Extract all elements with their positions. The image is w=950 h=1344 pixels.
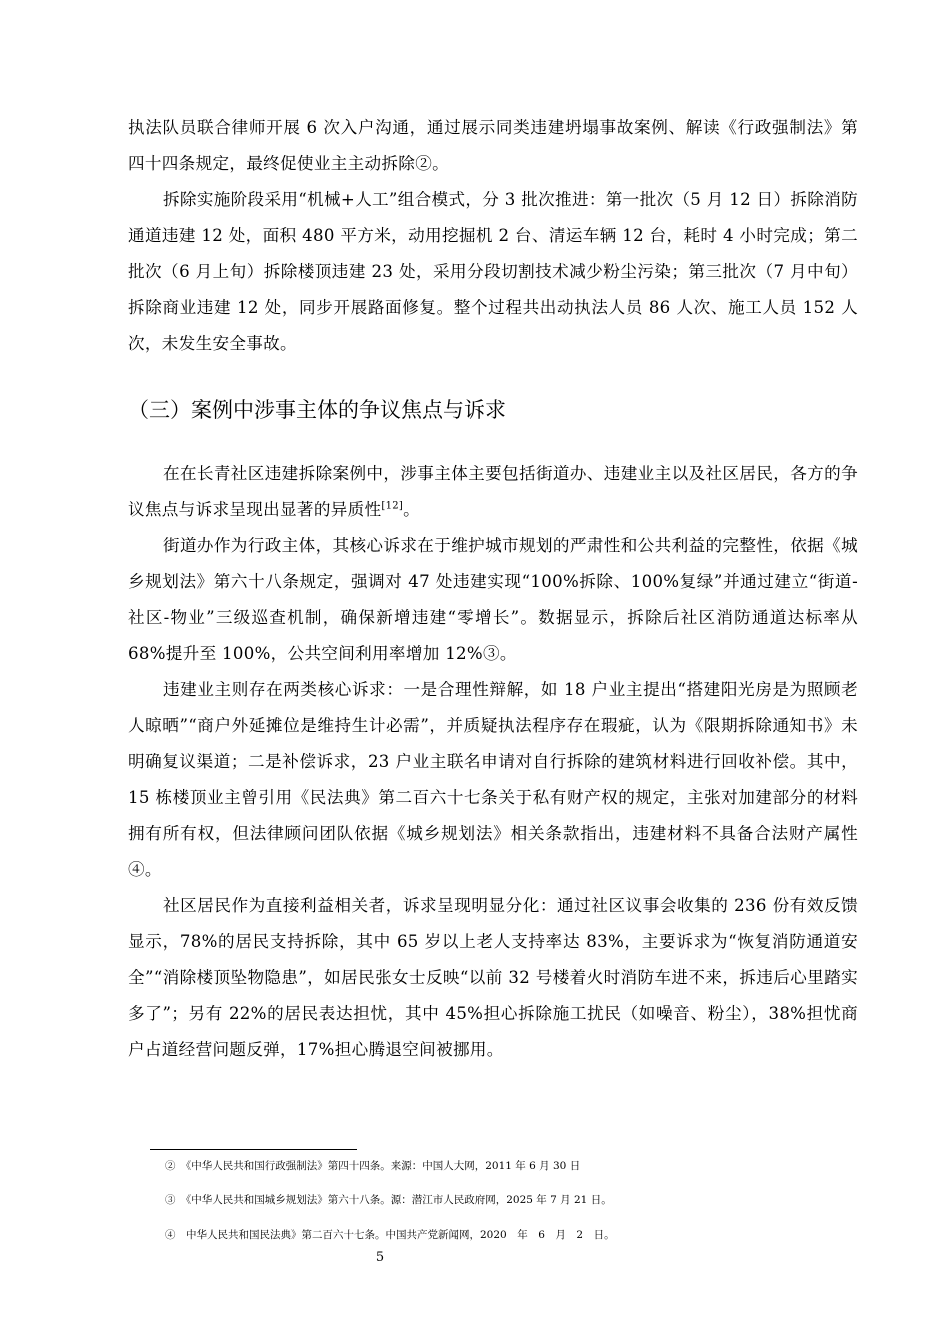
paragraph-intro-text: 在在长青社区违建拆除案例中，涉事主体主要包括街道办、违建业主以及社区居民，各方的争议焦点与诉求呈现出显著的异质性: [128, 464, 858, 519]
paragraph-street-office: 街道办作为行政主体，其核心诉求在于维护城市规划的严肃性和公共利益的完整性，依据《城乡规划法》第六十八条规定，强调对 47 处违建实现“100%拆除、100%复绿”并通过建立“街道-社区-物业”三级巡查机制，确保新增违建“零增长”。数据显示，拆除后社区消防通道达标率从 68%提升至 100%，公共空间利用率增加 12%③。: [128, 536, 858, 663]
section-heading: （三）案例中涉事主体的争议焦点与诉求: [128, 398, 506, 422]
footnote-2: ② 《中华人民共和国行政强制法》第四十四条。来源：中国人大网，2011 年 6 月 30 日: [165, 1160, 581, 1172]
paragraph-residents: 社区居民作为直接利益相关者，诉求呈现明显分化：通过社区议事会收集的 236 份有效反馈显示，78%的居民支持拆除，其中 65 岁以上老人支持率达 83%，主要诉求为“恢复消防通道安全”“消除楼顶坠物隐患”，如居民张女士反映“以前 32 号楼着火时消防车进不来，拆违后心里踏实多了”；另有 22%的居民表达担忧，其中 45%担心拆除施工扰民（如噪音、粉尘），38%担忧商户占道经营问题反弹，17%担心腾退空间被挪用。: [128, 896, 858, 1059]
paragraph-outreach: 执法队员联合律师开展 6 次入户沟通，通过展示同类违建坍塌事故案例、解读《行政强制法》第四十四条规定，最终促使业主主动拆除②。: [128, 118, 858, 173]
paragraph-intro-end: 。: [403, 500, 421, 519]
footnote-4: ④ 中华人民共和国民法典》第二百六十七条。中国共产党新闻网，2020 年 6 月 2 日。: [165, 1229, 615, 1241]
paragraph-demolition-phases: 拆除实施阶段采用“机械+人工”组合模式，分 3 批次推进：第一批次（5 月 12 日）拆除消防通道违建 12 处，面积 480 平方米，动用挖掘机 2 台、清运车辆 12 台，耗时 4 小时完成；第二批次（6 月上旬）拆除楼顶违建 23 处，采用分段切割技术减少粉尘污染；第三批次（7 月中旬）拆除商业违建 12 处，同步开展路面修复。整个过程共出动执法人员 86 人次、施工人员 152 人次，未发生安全事故。: [128, 190, 858, 353]
citation-ref: [12]: [381, 500, 404, 512]
footnote-divider: [150, 1149, 357, 1150]
top-text-block: [128, 110, 858, 362]
page-number: 5: [375, 1250, 385, 1265]
section-text-block: [128, 456, 858, 1068]
paragraph-intro: [128, 456, 858, 528]
footnote-3: ③ 《中华人民共和国城乡规划法》第六十八条。源：潜江市人民政府网，2025 年 7 月 21 日。: [165, 1194, 612, 1206]
paragraph-owners: 违建业主则存在两类核心诉求：一是合理性辩解，如 18 户业主提出“搭建阳光房是为照顾老人晾晒”“商户外延摊位是维持生计必需”，并质疑执法程序存在瑕疵，认为《限期拆除通知书》未明确复议渠道；二是补偿诉求，23 户业主联名申请对自行拆除的建筑材料进行回收补偿。其中，15 栋楼顶业主曾引用《民法典》第二百六十七条关于私有财产权的规定，主张对加建部分的材料拥有所有权，但法律顾问团队依据《城乡规划法》相关条款指出，违建材料不具备合法财产属性④。: [128, 680, 858, 879]
